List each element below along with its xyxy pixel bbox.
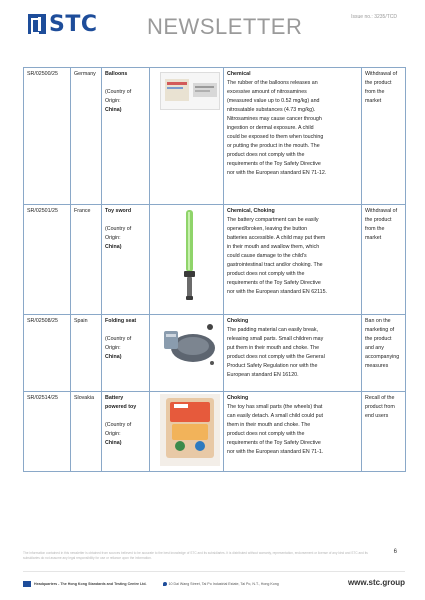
measure-text: market	[365, 234, 382, 241]
risk-type: Chemical	[227, 70, 251, 77]
reference-cell: SR/02508/25	[24, 315, 71, 392]
origin-label: (Country of	[105, 225, 132, 232]
stc-logo	[28, 13, 98, 35]
risk-description: nor with the European standard EN 71-1.	[227, 448, 324, 455]
origin-label: (Country of	[105, 335, 132, 342]
risk-description: can easily detach. A small child could put	[227, 412, 323, 419]
origin-label: Origin:	[105, 97, 121, 104]
origin-label: Origin:	[105, 344, 121, 351]
risk-description: requirements of the Toy Safety Directive	[227, 439, 321, 446]
risk-cell	[224, 392, 362, 472]
risk-description: The toy has small parts (the wheels) that	[227, 403, 323, 410]
risk-description: The padding material can easily break,	[227, 326, 318, 333]
headquarters-text: Headquarters - The Hong Kong Standards and Testing Centre Ltd.	[34, 582, 147, 586]
folding-seat-product-image	[160, 317, 220, 369]
risk-description: Nitrosamines may cause cancer through	[227, 115, 322, 122]
stc-mini-logo-icon	[23, 581, 31, 587]
origin-value: China)	[105, 439, 122, 446]
risk-description: ingestion or dermal exposure. A child	[227, 124, 314, 131]
table-row	[24, 315, 406, 392]
origin-value: China)	[105, 106, 122, 113]
measure-text: Withdrawal of	[365, 207, 398, 214]
risk-description: product does not comply with the General	[227, 353, 325, 360]
toy-sword-product-image	[160, 207, 220, 307]
country-cell: Slovakia	[71, 392, 102, 472]
risk-description: batteries accessible. A child may put them	[227, 234, 326, 241]
risk-type: Choking	[227, 394, 249, 401]
measure-text: measures	[365, 362, 389, 369]
risk-description: them in their mouth and choke. The	[227, 421, 311, 428]
risk-cell	[224, 68, 362, 205]
product-cell	[102, 68, 150, 205]
country-cell: France	[71, 205, 102, 315]
website-link[interactable]: www.stc.group	[347, 578, 405, 587]
origin-label: Origin:	[105, 234, 121, 241]
country-cell: Spain	[71, 315, 102, 392]
risk-type: Choking	[227, 317, 249, 324]
risk-description: gastrointestinal tract and/or choking. The	[227, 261, 323, 268]
risk-description: product does not comply with the	[227, 270, 305, 277]
risk-cell	[224, 315, 362, 392]
risk-description: requirements of the Toy Safety Directive	[227, 279, 321, 286]
risk-description: (measured value up to 0.52 mg/kg) and	[227, 97, 320, 104]
reference-cell: SR/02501/25	[24, 205, 71, 315]
table-row	[24, 68, 406, 205]
location-pin-icon	[163, 582, 167, 586]
footer-bar	[23, 578, 405, 590]
table-row	[24, 205, 406, 315]
origin-value: China)	[105, 353, 122, 360]
measure-text: from the	[365, 88, 385, 95]
measure-text: the product	[365, 216, 392, 223]
product-name: Balloons	[105, 70, 128, 77]
product-cell	[102, 392, 150, 472]
risk-description: requirements of the Toy Safety Directive	[227, 160, 321, 167]
risk-description: Product Safety Regulation nor with the	[227, 362, 318, 369]
measure-text: Ban on the	[365, 317, 391, 324]
measure-text: and any	[365, 344, 384, 351]
risk-description: put them in their mouth and choke. The	[227, 344, 320, 351]
risk-description: nor with the European standard EN 71-12.	[227, 169, 327, 176]
disclaimer-text: The information contained in this newsletter is obtained from sources believed to be accurate to the best knowledge of STC and its subsidiaries. It is distributed without warranty, representation, endorsement or license of any kind and STC and its subsidiaries do not assume any legal responsibility for use or reliance upon the information.	[23, 551, 368, 560]
measure-text: the product	[365, 79, 392, 86]
risk-description: nor with the European standard EN 62115.	[227, 288, 328, 295]
risk-description: in their mouth and swallow them, which	[227, 243, 320, 250]
measure-text: marketing of	[365, 326, 395, 333]
risk-description: or putting the product in the mouth. The	[227, 142, 320, 149]
product-cell	[102, 205, 150, 315]
product-alert-table	[23, 67, 406, 472]
measure-cell	[362, 205, 406, 315]
battery-toy-product-image	[160, 394, 220, 466]
stc-logo-text: STC	[49, 11, 98, 37]
risk-description: could be exposed to them when touching	[227, 133, 324, 140]
measure-text: market	[365, 97, 382, 104]
country-cell: Germany	[71, 68, 102, 205]
page-number: 6	[393, 549, 397, 555]
measure-text: Withdrawal of	[365, 70, 398, 77]
risk-description: opened/broken, leaving the button	[227, 225, 308, 232]
balloons-product-image	[160, 72, 220, 110]
stc-logo-icon	[28, 14, 46, 34]
address-text: 10 Dai Wang Street, Tai Po Industrial Estate, Tai Po, N.T., Hong Kong	[168, 582, 279, 586]
measure-text: Recall of the	[365, 394, 395, 401]
issue-number: Issue no.: 3235/TCD	[351, 14, 397, 20]
risk-type: Chemical, Choking	[227, 207, 275, 214]
risk-description: The rubber of the balloons releases an	[227, 79, 318, 86]
measure-text: product from	[365, 403, 395, 410]
reference-cell: SR/02500/25	[24, 68, 71, 205]
origin-label: (Country of	[105, 421, 132, 428]
product-image-cell	[150, 205, 224, 315]
product-name: Toy sword	[105, 207, 132, 214]
risk-description: excessive amount of nitrosamines	[227, 88, 307, 95]
origin-label: (Country of	[105, 88, 132, 95]
product-name: Battery	[105, 394, 124, 401]
footer-divider	[23, 571, 405, 572]
product-image-cell	[150, 68, 224, 205]
risk-cell	[224, 205, 362, 315]
origin-label: Origin:	[105, 430, 121, 437]
measure-text: end users	[365, 412, 389, 419]
origin-value: China)	[105, 243, 122, 250]
product-image-cell	[150, 315, 224, 392]
table-row	[24, 392, 406, 472]
risk-description: product does not comply with the	[227, 430, 305, 437]
risk-description: European standard EN 16120.	[227, 371, 299, 378]
measure-text: the product	[365, 335, 392, 342]
product-name: Folding seat	[105, 317, 137, 324]
newsletter-title: NEWSLETTER	[147, 14, 303, 39]
measure-cell	[362, 68, 406, 205]
risk-description: nitrosatable substances (4.73 mg/kg).	[227, 106, 316, 113]
measure-text: accompanying	[365, 353, 400, 360]
risk-description: could cause damage to the child's	[227, 252, 307, 259]
measure-cell	[362, 315, 406, 392]
risk-description: The battery compartment can be easily	[227, 216, 319, 223]
risk-description: releasing small parts. Small children may	[227, 335, 324, 342]
product-cell	[102, 315, 150, 392]
product-image-cell	[150, 392, 224, 472]
product-name: powered toy	[105, 403, 137, 410]
page-header	[0, 0, 425, 50]
risk-description: product does not comply with the	[227, 151, 305, 158]
reference-cell: SR/02514/25	[24, 392, 71, 472]
measure-text: from the	[365, 225, 385, 232]
measure-cell	[362, 392, 406, 472]
